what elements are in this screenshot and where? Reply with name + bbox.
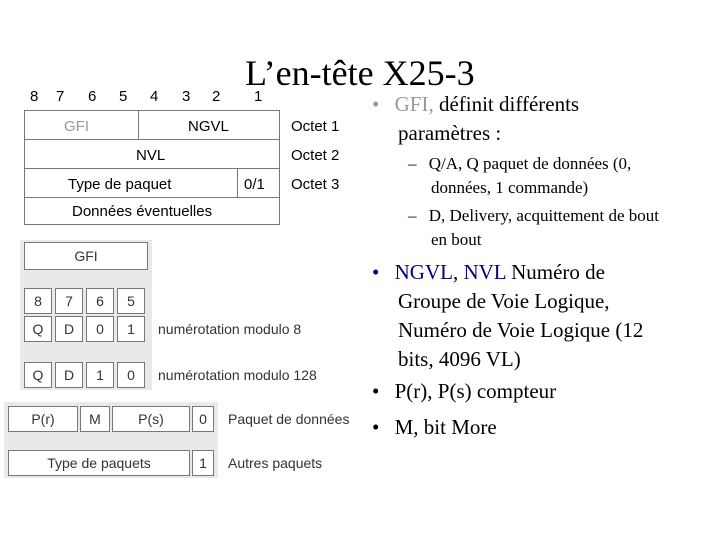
sub-bullet-marker: – xyxy=(408,154,417,173)
bullet-marker: • xyxy=(372,260,380,284)
bullet-text: M, bit More xyxy=(394,415,497,439)
bit-number: 1 xyxy=(254,88,263,105)
bit-number: 4 xyxy=(150,88,159,105)
figure-row2-cell: Q xyxy=(24,362,52,388)
page-title: L’en-tête X25-3 xyxy=(245,53,475,93)
figure-data-label: Paquet de données xyxy=(228,411,350,427)
bullet-text: P(r), P(s) compteur xyxy=(394,379,557,403)
bit-number: 3 xyxy=(182,88,191,105)
figure-row1-label: numérotation modulo 8 xyxy=(158,321,302,337)
sub-bullet-q xyxy=(408,152,631,176)
figure-gfi-head: GFI xyxy=(24,242,148,270)
bullet-text: , xyxy=(452,260,464,284)
figure-row2-label: numérotation modulo 128 xyxy=(158,367,317,383)
bullet-gfi xyxy=(372,90,579,119)
field-gfi: GFI xyxy=(64,118,89,135)
bullet-ngvl xyxy=(372,258,605,287)
bit-number: 6 xyxy=(88,88,97,105)
bullet-m xyxy=(372,413,497,442)
bullet-gfi-line2: paramètres : xyxy=(398,121,502,145)
bit-number: 7 xyxy=(56,88,65,105)
field-nvl: NVL xyxy=(136,147,166,164)
sub-bullet-text: Q/A, Q paquet de données (0, xyxy=(428,154,632,173)
term-ngvl: NGVL xyxy=(394,260,453,284)
bullet-ngvl-line2: Groupe de Voie Logique, xyxy=(398,289,610,313)
figure-row2-cell: 0 xyxy=(117,362,145,388)
bullet-text: Numéro de xyxy=(505,260,605,284)
bit-number: 5 xyxy=(119,88,128,105)
figure-bit: 8 xyxy=(24,288,52,314)
bullet-pr xyxy=(372,377,556,406)
figure-bit: 6 xyxy=(86,288,114,314)
figure-row1-cell: 0 xyxy=(86,316,114,342)
figure-row1-cell: Q xyxy=(24,316,52,342)
figure-bit: 7 xyxy=(55,288,83,314)
figure-data-cell: 0 xyxy=(192,406,214,432)
field-data: Données éventuelles xyxy=(72,203,213,220)
bullet-ngvl-line3: Numéro de Voie Logique (12 xyxy=(398,318,644,342)
figure-row1-cell: D xyxy=(55,316,83,342)
figure-row2-cell: D xyxy=(55,362,83,388)
figure-data-cell: P(s) xyxy=(112,406,190,432)
field-ngvl: NGVL xyxy=(188,118,229,135)
sub-bullet-d-line2: en bout xyxy=(431,230,482,249)
bit-number: 8 xyxy=(30,88,39,105)
sub-bullet-marker: – xyxy=(408,206,417,225)
figure-row2-cell: 1 xyxy=(86,362,114,388)
field-q01: 0/1 xyxy=(244,176,265,193)
figure-data-cell: P(r) xyxy=(8,406,78,432)
bullet-marker: • xyxy=(372,379,380,403)
bit-number: 2 xyxy=(212,88,221,105)
figure-other-cell: Type de paquets xyxy=(8,450,190,476)
figure-other-label: Autres paquets xyxy=(228,455,323,471)
term-gfi: GFI, xyxy=(394,92,434,116)
octet-label: Octet 2 xyxy=(291,147,340,164)
figure-bit: 5 xyxy=(117,288,145,314)
bullet-ngvl-line4: bits, 4096 VL) xyxy=(398,347,521,371)
octet-label: Octet 1 xyxy=(291,118,340,135)
figure-other-cell: 1 xyxy=(192,450,214,476)
sub-bullet-d xyxy=(408,204,659,228)
sub-bullet-q-line2: données, 1 commande) xyxy=(431,178,589,197)
term-nvl: NVL xyxy=(463,260,506,284)
figure-row1-cell: 1 xyxy=(117,316,145,342)
bullet-marker: • xyxy=(372,415,380,439)
field-type: Type de paquet xyxy=(68,176,172,193)
bullet-text: définit différents xyxy=(433,92,580,116)
sub-bullet-text: D, Delivery, acquittement de bout xyxy=(428,206,659,225)
figure-data-cell: M xyxy=(80,406,110,432)
octet-label: Octet 3 xyxy=(291,176,340,193)
bullet-marker: • xyxy=(372,92,380,116)
